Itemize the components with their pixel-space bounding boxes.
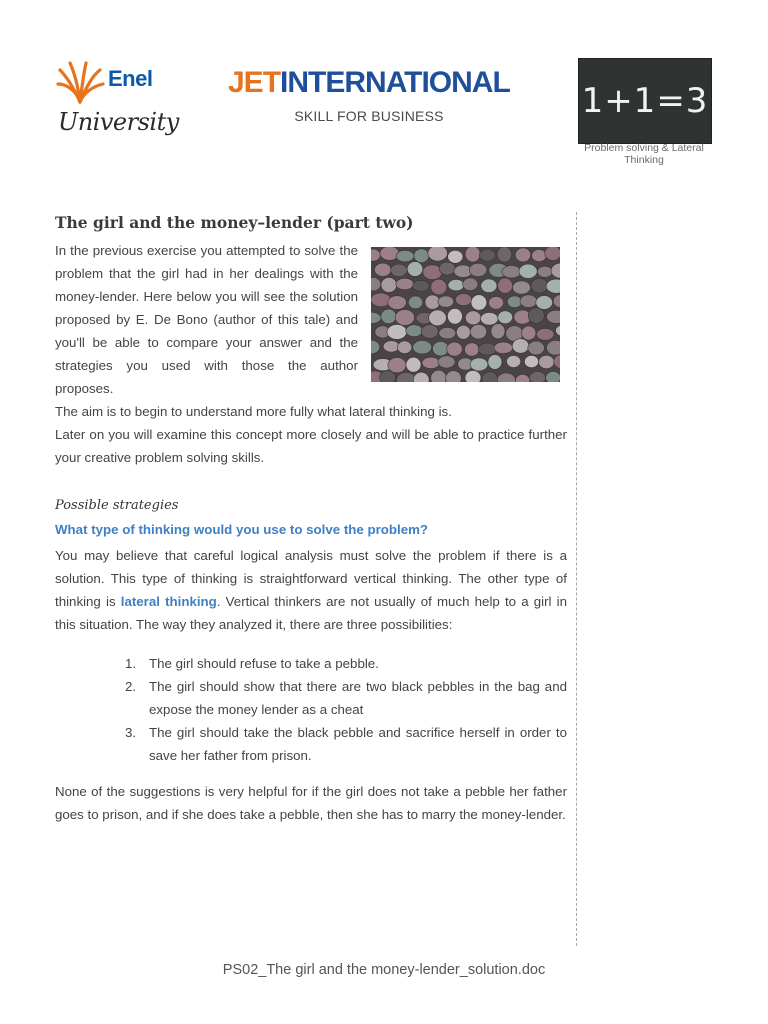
pebble-shape <box>507 296 522 308</box>
pebble-shape <box>408 296 422 309</box>
list-item <box>123 652 567 675</box>
list-text: The girl should take the black pebble and sacrifice herself in order to save her father from prison. <box>149 725 567 763</box>
pebble-shape <box>536 328 554 340</box>
international-text: INTERNATIONAL <box>280 66 510 99</box>
chalkboard-equation: 1+1=3 <box>581 81 709 121</box>
pebble-shape <box>513 281 531 294</box>
pebble-shape <box>498 311 513 324</box>
pebble-shape <box>407 262 423 277</box>
chalkboard-caption: Problem solving & Lateral Thinking <box>584 142 704 166</box>
pebble-shape <box>406 357 421 372</box>
pebble-shape <box>494 342 513 353</box>
pebble-shape <box>396 278 414 289</box>
pebble-shape <box>388 296 407 310</box>
enel-brand-text: Enel <box>108 66 153 91</box>
pebble-shape <box>413 341 432 354</box>
pebble-shape <box>433 341 449 356</box>
margin-divider <box>576 212 577 946</box>
pebble-shape <box>539 355 555 368</box>
pebble-shape <box>532 250 547 262</box>
pebbles-photo <box>371 247 560 382</box>
pebble-shape <box>507 356 521 368</box>
pebble-shape <box>489 296 504 309</box>
pebble-shape <box>546 371 560 382</box>
pebble-shape <box>391 264 408 276</box>
pebble-shape <box>497 247 511 262</box>
jet-text: JET <box>228 66 281 99</box>
believe-paragraph <box>55 544 567 636</box>
pebble-shape <box>545 247 560 260</box>
pebble-shape <box>479 249 495 261</box>
list-item <box>123 675 567 721</box>
pebble-shape <box>478 343 496 355</box>
pebble-shape <box>519 264 537 278</box>
aim-paragraph: The aim is to begin to understand more fully what lateral thinking is. <box>55 404 452 419</box>
pebble-shape <box>481 279 497 293</box>
later-paragraph: Later on you will examine this concept more closely and will be able to practice further your creative problem solving skills. <box>55 427 567 465</box>
pebble-shape <box>528 341 545 355</box>
pebble-shape <box>439 262 455 275</box>
pebble-shape <box>406 325 423 337</box>
list-number: 1. <box>125 656 137 671</box>
jet-international-logo <box>228 66 518 100</box>
pebble-shape <box>421 325 438 339</box>
pebble-shape <box>512 339 529 354</box>
document-title: The girl and the money–lender (part two) <box>55 213 414 232</box>
pebble-shape <box>428 247 448 261</box>
conclusion-paragraph: None of the suggestions is very helpful for if the girl does not take a pebble her father goes to prison, and if she does take a pebble, then she has to marry the money-lender. <box>55 784 567 822</box>
pebble-shape <box>447 309 462 325</box>
pebble-shape <box>448 279 464 290</box>
pebble-shape <box>413 280 429 291</box>
pebble-shape <box>498 278 513 293</box>
pebble-shape <box>395 310 414 326</box>
pebble-shape <box>520 295 537 308</box>
pebble-shape <box>414 249 429 263</box>
question-heading: What type of thinking would you use to solve the problem? <box>55 522 429 537</box>
pebble-shape <box>515 248 530 262</box>
list-text: The girl should show that there are two black pebbles in the bag and expose the money lender as a cheat <box>149 679 567 717</box>
pebble-shape <box>381 309 396 324</box>
pebble-shape <box>470 358 488 371</box>
pebble-shape <box>470 325 487 339</box>
pebble-shape <box>531 278 548 293</box>
intro-paragraph: In the previous exercise you attempted to solve the problem that the girl had in her dealings with the money-lender. Here below you will see the solution proposed by E. De Bono (author of this tale) and you'll be able to compare your answer and the strategies you used with those the author proposes. <box>55 243 358 396</box>
pebble-shape <box>488 355 502 370</box>
believe-text-start: You may believe that careful logical analysis must solve the problem if there is a solution. This type of thinking is straightforward vertical thinking. The other type of thinking is <box>55 548 567 609</box>
pebble-shape <box>387 324 407 339</box>
pebble-shape <box>448 250 463 263</box>
pebble-shape <box>438 296 454 307</box>
pebble-shape <box>429 310 447 326</box>
pebble-shape <box>463 278 478 291</box>
pebble-shape <box>491 324 505 339</box>
pebble-shape <box>371 293 391 307</box>
pebble-shape <box>397 341 412 354</box>
pebble-shape <box>388 357 406 372</box>
pebble-shape <box>381 277 397 292</box>
pebble-shape <box>471 295 487 311</box>
pebble-shape <box>396 250 414 261</box>
pebble-shape <box>524 356 538 368</box>
list-text: The girl should refuse to take a pebble. <box>149 656 379 671</box>
list-number: 3. <box>125 725 137 740</box>
pebble-shape <box>380 371 396 382</box>
lateral-thinking-highlight: lateral thinking <box>120 594 217 609</box>
believe-text-end: . Vertical thinkers are not usually of much help to a girl in this situation. The way they analyzed it, there are three possibilities: <box>55 594 568 632</box>
skill-for-business-subtitle: SKILL FOR BUSINESS <box>294 108 444 124</box>
pebble-shape <box>422 357 440 368</box>
pebble-shape <box>447 342 463 356</box>
chalkboard-image <box>578 58 712 144</box>
pebble-shape <box>529 372 545 383</box>
pebble-shape <box>383 341 399 352</box>
pebble-shape <box>469 263 487 276</box>
pebble-shape <box>522 326 536 340</box>
possibilities-list <box>123 652 567 767</box>
strategies-heading: Possible strategies <box>55 498 179 513</box>
pebble-shape <box>465 343 480 356</box>
pebble-shape <box>455 294 471 306</box>
pebble-shape <box>465 371 481 383</box>
pebble-shape <box>456 325 470 339</box>
pebble-shape <box>502 266 521 278</box>
enel-university-logo <box>54 58 179 150</box>
university-text: University <box>58 108 179 136</box>
pebble-shape <box>528 308 544 324</box>
pebble-shape <box>465 311 481 325</box>
pebble-shape <box>536 296 553 310</box>
enel-sun-icon <box>54 60 106 106</box>
footer-filename: PS02_The girl and the money-lender_solution.doc <box>222 962 546 978</box>
pebble-shape <box>537 266 552 277</box>
pebble-shape <box>431 279 447 295</box>
pebble-shape <box>380 247 399 260</box>
pebble-shape <box>481 313 499 326</box>
pebble-shape <box>465 247 480 262</box>
pebble-shape <box>375 263 392 276</box>
list-item <box>123 721 567 767</box>
pebble-shape <box>438 356 455 368</box>
pebble-shape <box>439 327 456 338</box>
list-number: 2. <box>125 679 137 694</box>
